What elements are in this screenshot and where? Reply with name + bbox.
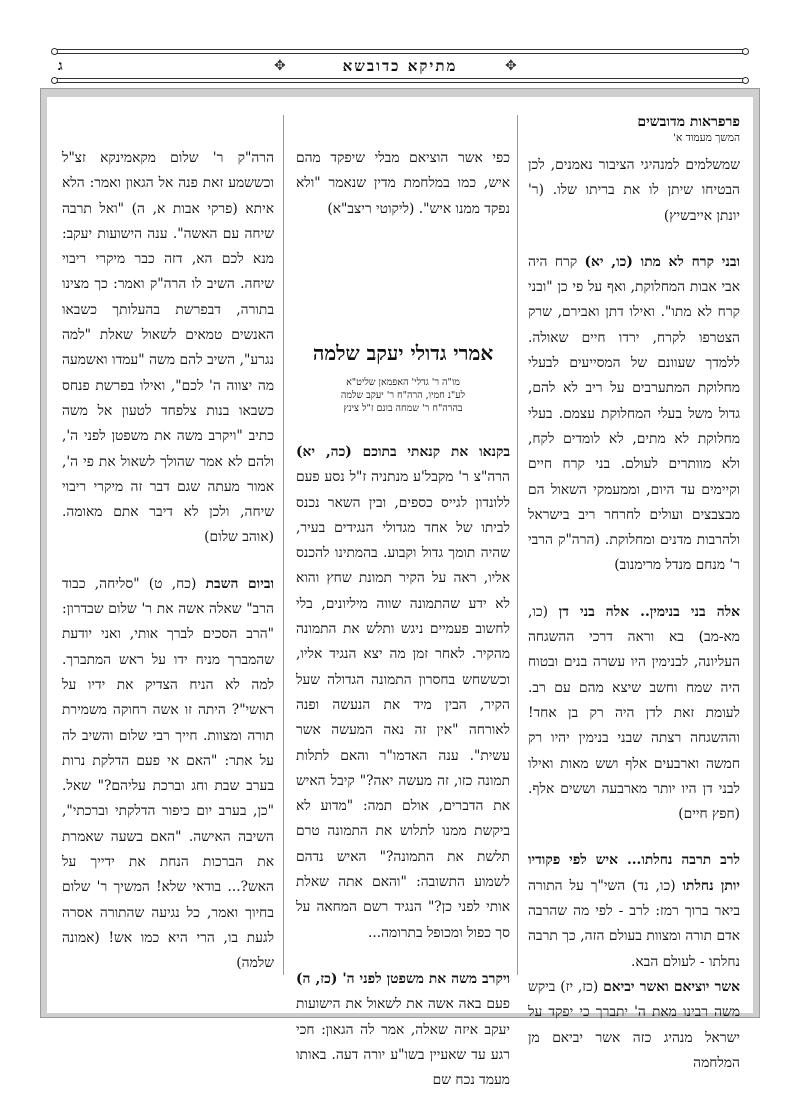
paragraph (62, 572, 274, 977)
section-title: פרפראות מדובשים (637, 114, 740, 130)
paragraph-body: (כז, יז) ביקש משה רבינו מאת ה' יתברך כי יפקד על ישראל מנהיג כזה אשר יביאם מן המלחמה (528, 978, 740, 1071)
section-subtitle: המשך מעמוד א' (673, 132, 740, 144)
middle-column-top (296, 146, 510, 222)
header-ornament-icon: ✥ (274, 58, 286, 74)
header-dot-ornament (51, 77, 58, 84)
credits-line: מו"ה ר' גדלי' האפמאן שליט"א (346, 377, 460, 388)
header-dot-ornament (51, 48, 58, 55)
column-divider (283, 115, 284, 975)
column-title: אמרי גדולי יעקב שלמה (312, 341, 494, 365)
header-rule (55, 78, 745, 79)
paragraph-body: קרח היה אבי אבות המחלוקת, ואף על פי כן "ובני קרח לא מתו". ואילו דתן ואבירם, שרק הצטרפו לקרח, ירדו חיים שאולה. ללמדך שעוונם של המסייעים לבעלי מחלוקת המתערבים על ריב לא להם, גדול משל בעלי המחלוקת עצמם. בעלי מחלוקת לא מתים, לא לומדים לקח, ולא מוותרים לעולם. בני קרח חיים וקיימים עד היום, וממעמקי השאול הם מבצבצים ועולים לחרחר ריב בישראל ולהרבות מדנים ומחלוקת. (הרה"ק הרבי ר' מנחם מנדל מרימנוב) (528, 253, 740, 574)
paragraph (528, 600, 740, 828)
paragraph: הרה"ק ר' שלום מקאמינקא זצ"ל וכששמע זאת פנה אל הגאון ואמר: הלא איתא (פרקי אבות א, ה) "ואל תרבה שיחה עם האשה". ענה הישועות יעקב: מנא לכם הא, דזה כבר מיקרי ריבוי שיחה. השיב לו הרה"ק ואמר: כך מצינו בתורה, דבפרשת בהעלותך כשבאו האנשים טמאים לשאול שאלת "למה נגרע", השיב להם משה "עמדו ואשמעה מה יצווה ה' לכם", ואילו בפרשת פנחס כשבאו בנות צלפחד לטעון אל משה כתיב "ויקרב משה את משפטן לפני ה', ולהם לא אמר שהולך לשאול את פי ה', אמור מעתה שגם דבר זה מיקרי ריבוי שיחה, ולכן לא דיבר אתם מאומה. (אוהב שלום) (62, 150, 274, 546)
header-dot-ornament (742, 77, 749, 84)
credits-line: לע"נ חמיו, הרה"ח ר' יעקב שלמה (340, 390, 466, 401)
header-rule (55, 53, 745, 54)
running-header (0, 0, 800, 86)
header-rule (55, 49, 745, 50)
right-column (528, 113, 740, 1076)
column-divider (517, 115, 518, 975)
paragraph: שמשלמים למנהיגי הציבור נאמנים, לכן הבטיחו שיתן לו את בריתו שלו. (ר' יונתן אייבשיץ) (528, 157, 740, 224)
credits-line: בהרה"ח ר' שמחה בונם ז"ל צינץ (343, 403, 463, 414)
paragraph-body: הרה"צ ר' מקבל'ע מנתניה ז"ל נסע פעם ללונדון לגייס כספים, ובין השאר נכנס לביתו של אחד מגדולי הנגידים בעיר, שהיה תומך גדול וקבוע. בהמתינו להכנס אליו, ראה על הקיר תמונת שחץ והוא לא ידע שהתמונה שווה מיליונים, בלי לחשוב פעמיים ניגש ותלש את התמונה מהקיר. לאחר זמן מה יצא הנגיד אליו, וכששחש בחסרון התמונה הגדולה שעל הקיר, הבין מיד את הנעשה ופנה לאורחה "אין זה נאה המעשה אשר עשית". ענה האדמו"ר והאם לתלות תמונה כזו, זה מעשה יאה?" קיבל האיש את הדברים, אולם תמה: "מדוע לא ביקשת ממנו לתלוש את התמונה טרם תלשת את התמונה?" האיש נדהם לשמוע התשובה: "והאם אתה שאלת אותי לפני כן?" הנגיד רשם המחאה על סך כפול ומכופל בתרומה... (296, 469, 510, 941)
verse-lead: בקנאו את קנאתי בתוכם (כה, יא) (296, 444, 510, 460)
verse-lead: אלה בני בנימין.. אלה בני דן (558, 603, 740, 620)
paragraph: כפי אשר הוציאם מבלי שיפקד מהם איש, כמו במלחמת מדין שנאמר "ולא נפקד ממנו איש". (ליקוטי ריצב"א) (296, 150, 510, 217)
header-ornament-icon: ✥ (505, 58, 517, 74)
header-dot-ornament (742, 48, 749, 55)
verse-lead: לרב תרבה נחלתו... איש לפי פקודיו יותן נחלתו (528, 852, 740, 894)
middle-column-body (296, 440, 510, 1093)
paragraph-body: פעם באה אשה את לשאול את הישועות יעקב איזה שאלה, אמר לה הגאון: חכי רגע עד שאעיין בשו"ע יורה דעה. באותו מעמד נכח שם (296, 996, 510, 1089)
verse-lead: ויקרב משה את משפטן לפני ה' (כז, ה) (296, 970, 510, 987)
paragraph (296, 440, 510, 946)
verse-lead: ובני קרח לא מתו (כו, יא) (584, 253, 741, 270)
header-rule (55, 82, 745, 83)
running-title: מתיקא כדובשא (342, 57, 458, 75)
paragraph-body: (כו, מא-מב) בא וראה דרכי ההשגחה העליונה, לבנימין היו עשרה בנים ובטוח היה שמח וחשב שיצא מהם עם רב. לעומת זאת לדן היה רק בן אחד! וההשגחה רצתה שבני בנימין יהיו רק חמשה וארבעים אלף ושש מאות ואילו לבני דן היו יותר מארבעה וששים אלף. (חפץ חיים) (528, 603, 740, 823)
paragraph (296, 967, 510, 1093)
paragraph (528, 975, 740, 1076)
paragraph-body: (כו, נד) השי"ך על התורה ביאר ברוך רמז: לרב - לפי מה שהרבה אדם תורה ומצוות בעולם הזה, כך תרבה נחלתו - לעולם הבא. (528, 877, 740, 970)
verse-lead: אשר יוציאם ואשר יביאם (603, 978, 740, 995)
verse-lead: וביום השבת (205, 575, 274, 592)
paragraph (528, 848, 740, 974)
left-column (62, 146, 274, 977)
page-number: ג (58, 58, 63, 74)
paragraph-body: (כח, ט) "סליחה, כבוד הרב" שאלה אשה את ר' שלום שבדרון: "הרב הסכים לברך אותי, ואני יודעת שהמברך מניח ידו על ראש המתברך. למה לא הניח הצדיק את ידיו על ראשי"? היתה זו אשה רחוקה משמירת תורה ומצוות. חייך רבי שלום והשיב לה על אתר: "האם אי פעם הדלקת נרות בערב שבת וחג וברכת עליהם?" שאל. "כן, בערב יום כיפור הדלקתי וברכתי", השיבה האישה. "האם בשעה שאמרת את הברכות הנחת את ידייך על האש?... בודאי שלא! המשיך ר' שלום בחיוך ואמר, כל נגיעה שהתורה אסרה לגעת בו, הרי היא כמו אש! (אמונה שלמה) (62, 575, 274, 972)
paragraph (528, 250, 740, 579)
column-credits (296, 376, 510, 415)
